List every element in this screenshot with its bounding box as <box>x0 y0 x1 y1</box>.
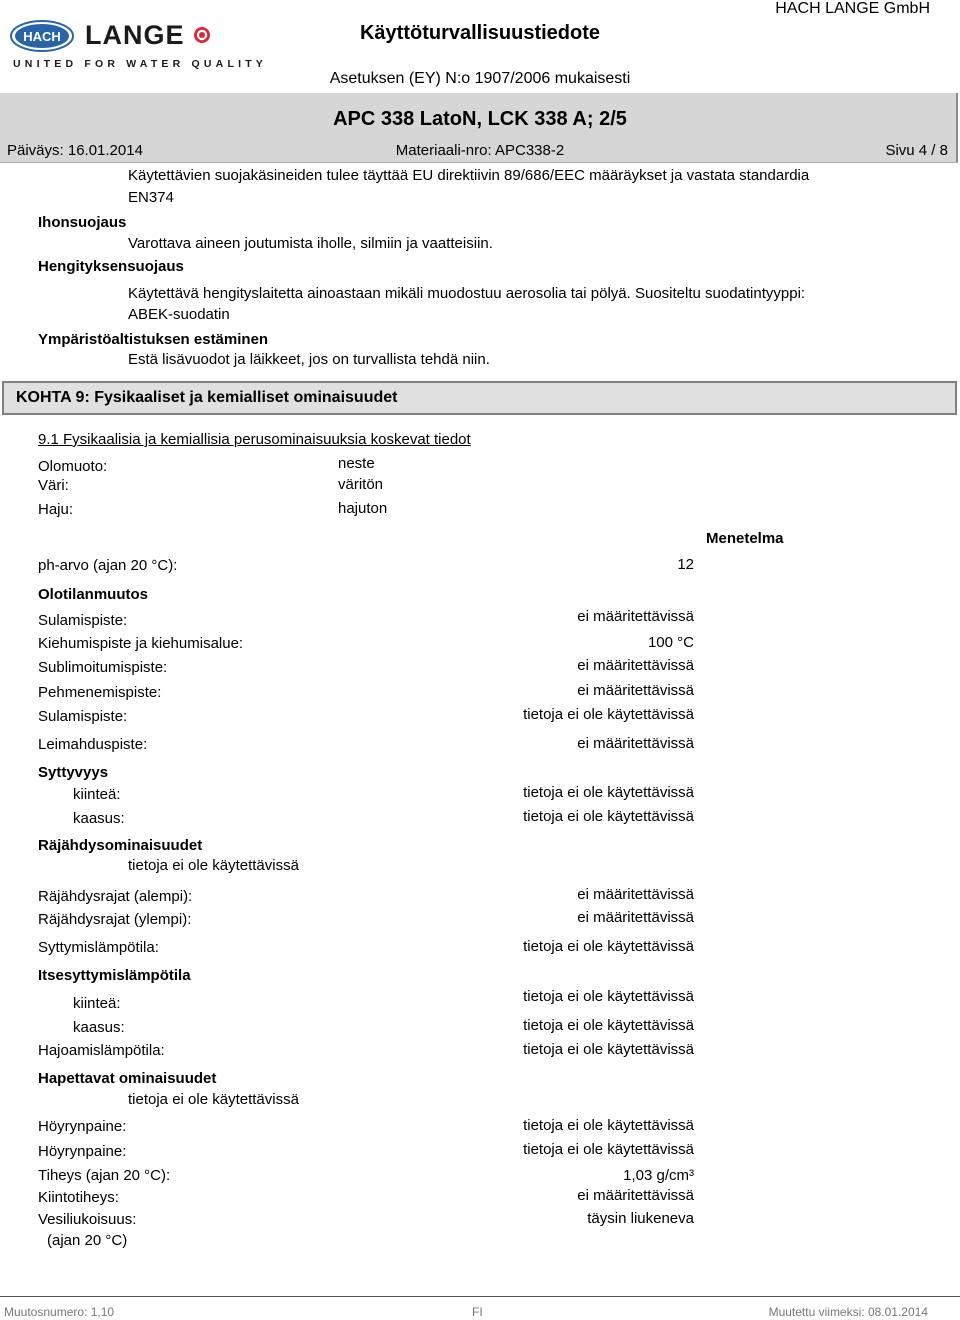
state-change-heading: Olotilanmuutos <box>38 586 148 603</box>
color-value: väritön <box>338 476 384 493</box>
autoignition-heading: Itsesyttymislämpötila <box>38 967 191 984</box>
autoignition-gas-label: kaasus: <box>73 1019 125 1036</box>
softening-point-value: ei määritettävissä <box>577 682 694 699</box>
revision-number: Muutosnumero: 1,10 <box>4 1305 115 1319</box>
product-title: APC 338 LatoN, LCK 338 A; 2/5 <box>333 108 627 130</box>
company-name: HACH LANGE GmbH <box>775 0 930 17</box>
last-modified: Muutettu viimeksi: 08.01.2014 <box>768 1305 928 1319</box>
odor-value: hajuton <box>338 500 388 517</box>
oxidizing-heading: Hapettavat ominaisuudet <box>38 1070 217 1087</box>
page-number: Sivu 4 / 8 <box>885 142 948 159</box>
flammability-gas-value: tietoja ei ole käytettävissä <box>523 808 694 825</box>
section-9-bar <box>2 381 957 415</box>
material-number: Materiaali-nro: APC338-2 <box>395 142 565 159</box>
lower-explosion-limit-label: Räjähdysrajat (alempi): <box>38 888 193 905</box>
color-label: Väri: <box>38 477 69 494</box>
autoignition-gas-value: tietoja ei ole käytettävissä <box>523 1017 694 1034</box>
boiling-point-label: Kiehumispiste ja kiehumisalue: <box>38 635 244 652</box>
vapor-pressure-2-value: tietoja ei ole käytettävissä <box>523 1141 694 1158</box>
respiratory-heading: Hengityksensuojaus <box>38 258 184 275</box>
autoignition-solid-label: kiinteä: <box>73 995 121 1012</box>
respiratory-filter: ABEK-suodatin <box>128 306 230 323</box>
ignition-temperature-label: Syttymislämpötila: <box>38 939 159 956</box>
melting-point-2-value: tietoja ei ole käytettävissä <box>523 706 694 723</box>
logo-tagline: UNITED FOR WATER QUALITY <box>13 58 268 70</box>
flammability-heading: Syttyvyys <box>38 764 109 781</box>
melting-point-label: Sulamispiste: <box>38 612 128 629</box>
explosive-text: tietoja ei ole käytettävissä <box>128 857 299 874</box>
decomposition-temperature-value: tietoja ei ole käytettävissä <box>523 1041 694 1058</box>
density-label: Tiheys (ajan 20 °C): <box>38 1167 171 1184</box>
softening-point-label: Pehmenemispiste: <box>38 684 162 701</box>
date-label: Päiväys: 16.01.2014 <box>7 142 143 159</box>
decomposition-temperature-label: Hajoamislämpötila: <box>38 1042 165 1059</box>
oxidizing-text: tietoja ei ole käytettävissä <box>128 1091 299 1108</box>
solubility-label: Vesiliukoisuus: <box>38 1211 137 1228</box>
section-9-1-subtitle: 9.1 Fysikaalisia ja kemiallisia perusominaisuuksia koskevat tiedot <box>38 431 471 448</box>
ph-value: 12 <box>677 556 694 573</box>
logo-name: LANGE <box>85 20 185 50</box>
explosive-heading: Räjähdysominaisuudet <box>38 837 203 854</box>
vapor-pressure-1-label: Höyrynpaine: <box>38 1118 127 1135</box>
respiratory-text: Käytettävä hengityslaitetta ainoastaan mikäli muodostuu aerosolia tai pölyä. Suositeltu suodatintyyppi: <box>128 285 806 302</box>
bulk-density-label: Kiintotiheys: <box>38 1189 119 1206</box>
lower-explosion-limit-value: ei määritettävissä <box>577 886 694 903</box>
section-9-title: KOHTA 9: Fysikaaliset ja kemialliset ominaisuudet <box>16 389 398 406</box>
melting-point-2-label: Sulamispiste: <box>38 708 128 725</box>
skin-protection-heading: Ihonsuojaus <box>38 214 127 231</box>
autoignition-solid-value: tietoja ei ole käytettävissä <box>523 988 694 1005</box>
odor-label: Haju: <box>38 501 74 518</box>
melting-point-value: ei määritettävissä <box>577 608 694 625</box>
flash-point-label: Leimahduspiste: <box>38 736 148 753</box>
flammability-gas-label: kaasus: <box>73 810 125 827</box>
density-value: 1,03 g/cm³ <box>623 1167 694 1184</box>
vapor-pressure-1-value: tietoja ei ole käytettävissä <box>523 1117 694 1134</box>
language-code: FI <box>472 1305 483 1319</box>
logo-brand: HACH <box>23 29 61 44</box>
ignition-temperature-value: tietoja ei ole käytettävissä <box>523 938 694 955</box>
eye-protection-text: Käytettävien suojakäsineiden tulee täyttää EU direktiivin 89/686/EEC määräykset ja vastata standardia <box>128 167 810 184</box>
document-title: Käyttöturvallisuustiedote <box>359 22 601 44</box>
upper-explosion-limit-label: Räjähdysrajat (ylempi): <box>38 911 192 928</box>
flash-point-value: ei määritettävissä <box>577 735 694 752</box>
solubility-condition: (ajan 20 °C) <box>47 1232 128 1249</box>
sublimation-point-value: ei määritettävissä <box>577 657 694 674</box>
solubility-value: täysin liukeneva <box>587 1210 694 1227</box>
form-value: neste <box>338 455 375 472</box>
sublimation-point-label: Sublimoitumispiste: <box>38 659 168 676</box>
ph-label: ph-arvo (ajan 20 °C): <box>38 557 178 574</box>
boiling-point-value: 100 °C <box>647 634 694 651</box>
regulation-line: Asetuksen (EY) N:o 1907/2006 mukaisesti <box>329 70 631 87</box>
upper-explosion-limit-value: ei määritettävissä <box>577 909 694 926</box>
method-column-header: Menetelma <box>706 530 784 547</box>
environmental-heading: Ympäristöaltistuksen estäminen <box>38 331 269 348</box>
bulk-density-value: ei määritettävissä <box>577 1187 694 1204</box>
skin-protection-text: Varottava aineen joutumista iholle, silmiin ja vaatteisiin. <box>128 235 493 252</box>
footer-divider <box>0 1296 960 1297</box>
vapor-pressure-2-label: Höyrynpaine: <box>38 1143 127 1160</box>
environmental-text: Estä lisävuodot ja läikkeet, jos on turvallista tehdä niin. <box>128 351 490 368</box>
flammability-solid-label: kiinteä: <box>73 786 121 803</box>
flammability-solid-value: tietoja ei ole käytettävissä <box>523 784 694 801</box>
form-label: Olomuoto: <box>38 458 108 475</box>
eye-protection-standard: EN374 <box>128 189 174 206</box>
